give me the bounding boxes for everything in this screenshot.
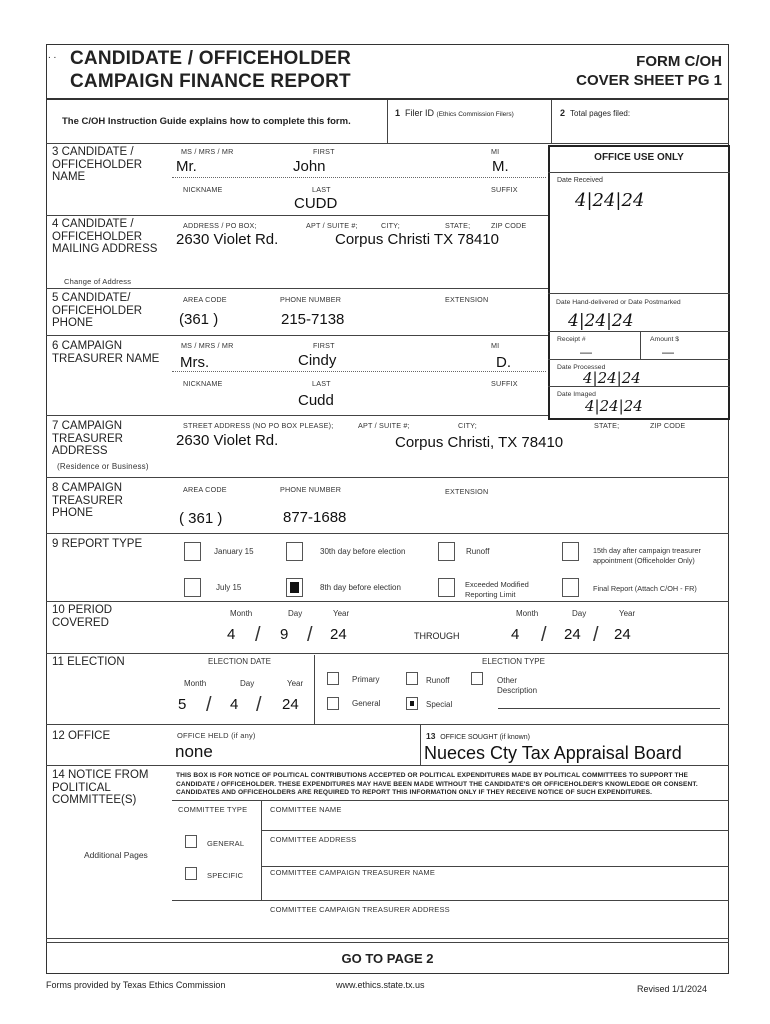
section-9-label: 9 REPORT TYPE — [52, 538, 143, 550]
period-from-year[interactable]: 24 — [330, 626, 347, 643]
checkbox-general[interactable] — [327, 697, 339, 710]
period-to-day[interactable]: 24 — [564, 626, 581, 643]
treasurer-city-state-zip[interactable]: Corpus Christi, TX 78410 — [395, 434, 564, 451]
checkbox-january-15[interactable] — [184, 542, 201, 561]
checkbox-july-15[interactable] — [184, 578, 201, 597]
form-title-line1: CANDIDATE / OFFICEHOLDER — [70, 48, 351, 69]
checkbox-exceeded-limit[interactable] — [438, 578, 455, 597]
receipt-number: — — [580, 345, 592, 359]
form-title-line2: CAMPAIGN FINANCE REPORT — [70, 71, 351, 92]
section-13-label: 13 OFFICE SOUGHT (if known) — [426, 731, 530, 741]
filer-id-field[interactable]: 1 Filer ID (Ethics Commission Filers) — [395, 108, 514, 118]
office-use-title: OFFICE USE ONLY — [594, 152, 684, 163]
treasurer-area-code[interactable]: ( 361 ) — [179, 510, 223, 527]
checkbox-committee-specific[interactable] — [185, 867, 197, 880]
candidate-city-state-zip[interactable]: Corpus Christi TX 78410 — [335, 231, 499, 248]
corner-mark: . . — [48, 50, 57, 61]
date-received-stamp: 4|24|24 — [575, 190, 645, 211]
change-of-address[interactable]: Change of Address — [64, 277, 132, 286]
section-12-label: 12 OFFICE — [52, 730, 111, 742]
amount-value: — — [662, 345, 674, 359]
candidate-area-code[interactable]: (361 ) — [179, 311, 219, 328]
election-month[interactable]: 5 — [178, 696, 187, 713]
total-pages-field[interactable]: 2 Total pages filed: — [560, 108, 631, 118]
period-from-day[interactable]: 9 — [280, 626, 289, 643]
election-year[interactable]: 24 — [282, 696, 299, 713]
treasurer-mi[interactable]: D. — [496, 354, 511, 371]
notice-text: THIS BOX IS FOR NOTICE OF POLITICAL CONTRIBUTIONS ACCEPTED OR POLITICAL EXPENDITURES MADE BY POLITICAL COMMITTEES TO SUPPORT THE CANDIDATE / OFFICEHOLDER. THESE EXPENDITURES MAY HAVE BEEN MADE WITHOUT THE CANDIDATE'S OR OFFICEHOLDER'S KNOWLEDGE OR CONSENT. CANDIDATES AND OFFICEHOLDERS ARE REQUIRED TO REPORT THIS INFORMATION ONLY IF THEY RECEIVE NOTICE OF SUCH EXPENDITURES. — [176, 772, 698, 796]
candidate-address[interactable]: 2630 Violet Rd. — [176, 231, 279, 248]
section-6-label: 6 CAMPAIGN TREASURER NAME — [52, 340, 160, 365]
checkbox-8th-day[interactable] — [286, 578, 303, 597]
checkbox-15th-day[interactable] — [562, 542, 579, 561]
checkbox-runoff[interactable] — [438, 542, 455, 561]
checkbox-election-runoff[interactable] — [406, 672, 418, 685]
section-10-label: 10 PERIOD COVERED — [52, 604, 113, 629]
through-label: THROUGH — [414, 631, 460, 641]
date-hand-delivered: 4|24|24 — [568, 311, 634, 331]
candidate-phone[interactable]: 215-7138 — [281, 311, 345, 328]
additional-pages: Additional Pages — [84, 850, 148, 860]
checkbox-special[interactable] — [406, 697, 418, 710]
section-11-label: 11 ELECTION — [52, 656, 125, 668]
other-description-line[interactable] — [498, 708, 720, 709]
treasurer-first-name[interactable]: Cindy — [298, 352, 337, 369]
period-to-month[interactable]: 4 — [511, 626, 520, 643]
section-14-label: 14 NOTICE FROM POLITICAL COMMITTEE(S) — [52, 769, 149, 806]
go-to-page-2: GO TO PAGE 2 — [341, 951, 434, 966]
treasurer-phone[interactable]: 877-1688 — [283, 509, 347, 526]
section-3-label: 3 CANDIDATE / OFFICEHOLDER NAME — [52, 146, 143, 183]
office-held[interactable]: none — [175, 742, 213, 761]
treasurer-street[interactable]: 2630 Violet Rd. — [176, 432, 279, 449]
date-processed: 4|24|24 — [583, 369, 641, 387]
checkbox-30th-day[interactable] — [286, 542, 303, 561]
period-to-year[interactable]: 24 — [614, 626, 631, 643]
candidate-prefix[interactable]: Mr. — [176, 158, 197, 175]
section-4-label: 4 CANDIDATE / OFFICEHOLDER MAILING ADDRESS — [52, 218, 158, 255]
period-from-month[interactable]: 4 — [227, 626, 236, 643]
candidate-mi[interactable]: M. — [492, 158, 509, 175]
section-8-label: 8 CAMPAIGN TREASURER PHONE — [52, 482, 123, 519]
checkbox-final-report[interactable] — [562, 578, 579, 597]
candidate-last-name[interactable]: CUDD — [294, 195, 338, 212]
candidate-first-name[interactable]: John — [293, 158, 326, 175]
instruction-text: The C/OH Instruction Guide explains how to complete this form. — [62, 116, 351, 127]
treasurer-prefix[interactable]: Mrs. — [180, 354, 210, 371]
section-5-label: 5 CANDIDATE/ OFFICEHOLDER PHONE — [52, 292, 143, 329]
checkbox-committee-general[interactable] — [185, 835, 197, 848]
office-sought[interactable]: Nueces Cty Tax Appraisal Board — [424, 743, 682, 763]
election-day[interactable]: 4 — [230, 696, 239, 713]
date-imaged: 4|24|24 — [585, 397, 643, 415]
footer-revised: Revised 1/1/2024 — [637, 984, 708, 994]
footer-provided: Forms provided by Texas Ethics Commission — [46, 980, 226, 990]
checkbox-primary[interactable] — [327, 672, 339, 685]
form-id-line2: COVER SHEET PG 1 — [576, 72, 722, 89]
footer-website[interactable]: www.ethics.state.tx.us — [336, 980, 425, 990]
form-id-line1: FORM C/OH — [636, 53, 722, 70]
treasurer-last-name[interactable]: Cudd — [298, 392, 334, 409]
checkbox-other[interactable] — [471, 672, 483, 685]
section-7-label: 7 CAMPAIGN TREASURER ADDRESS — [52, 420, 123, 457]
